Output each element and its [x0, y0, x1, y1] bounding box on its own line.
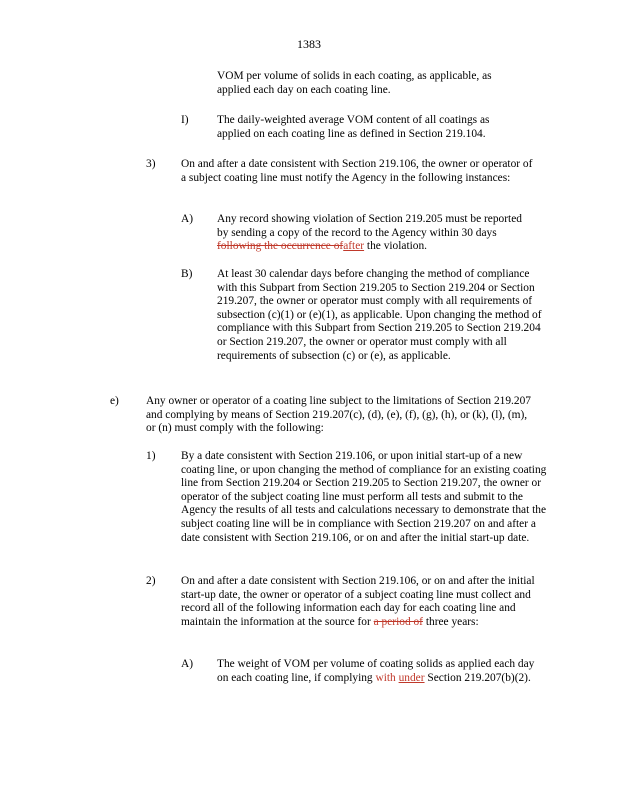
continuation-paragraph: VOM per volume of solids in each coating, as applicable, as applied each day on each coating line. [217, 70, 492, 96]
item-e2A-text [217, 658, 539, 685]
item-d3-text: On and after a date consistent with Section 219.106, the owner or operator of a subject coating line must notify the Agency in the following instances: [181, 158, 533, 184]
item-e-label: e) [110, 395, 119, 407]
e2-text-before: On and after a date consistent with Section 219.106, or on and after the initial start-up date, the owner or operator of a subject coating line must collect and record all of the following information each day for each coating line and maintain the information at the source for [181, 575, 535, 628]
e2-deleted-text: a period of [373, 615, 423, 628]
d3A-inserted-text: after [343, 240, 365, 253]
page-number: 1383 [297, 37, 321, 51]
item-d3B-label: B) [181, 268, 193, 280]
d3A-deleted-text: following the occurrence of [217, 240, 344, 253]
d3A-text-before: Any record showing violation of Section 219.205 must be reported by sending a copy of the record to the Agency within 30 days [217, 213, 522, 239]
item-I-text: The daily-weighted average VOM content of all coatings as applied on each coating line as defined in Section 219.104. [217, 114, 490, 140]
item-e2-label: 2) [146, 575, 156, 587]
e2A-inserted-text: under [398, 671, 425, 684]
item-e1-label: 1) [146, 450, 156, 462]
e2A-text-after: Section 219.207(b)(2). [424, 671, 531, 684]
item-d3A-text [217, 213, 535, 254]
item-d3B-text: At least 30 calendar days before changing the method of compliance with this Subpart from Section 219.205 to Section 219.204 or Section 219.207, the owner or operator must comply with all requirements of subsection (c)(1) or (e)(1), as applicable. Upon changing the method of compliance with this Subpart from Section 219.205 to Section 219.204 or Section 219.207, the owner or operator must comply with all requirements of subsection (c) or (e), as applicable. [217, 268, 542, 362]
e2A-inserted-plain: with [375, 671, 399, 684]
item-e2A-label: A) [181, 658, 194, 670]
item-d3A-label: A) [181, 213, 194, 225]
item-e-text: Any owner or operator of a coating line subject to the limitations of Section 219.207 and complying by means of Section 219.207(c), (d), (e), (f), (g), (h), or (k), (l), (m), or (n) must comply with the following: [146, 395, 531, 435]
e2-text-after: three years: [422, 615, 479, 628]
item-I-label: I) [181, 114, 189, 126]
item-e1-text: By a date consistent with Section 219.106, or upon initial start-up of a new coating line, or upon changing the method of compliance for an existing coating line from Section 219.204 or Section 219.205 to Section 219.207, the owner or operator of the subject coating line must perform all tests and submit to the Agency the results of all tests and calculations necessary to demonstrate that the subject coating line will be in compliance with Section 219.207 on and after a date consistent with Section 219.106, or on and after the initial start-up date. [181, 450, 547, 544]
d3A-text-after: the violation. [364, 240, 428, 253]
item-d3-label: 3) [146, 158, 156, 170]
item-e2-text [181, 575, 539, 629]
e2A-text-before: The weight of VOM per volume of coating solids as applied each day on each coating line, if complying [217, 658, 535, 684]
